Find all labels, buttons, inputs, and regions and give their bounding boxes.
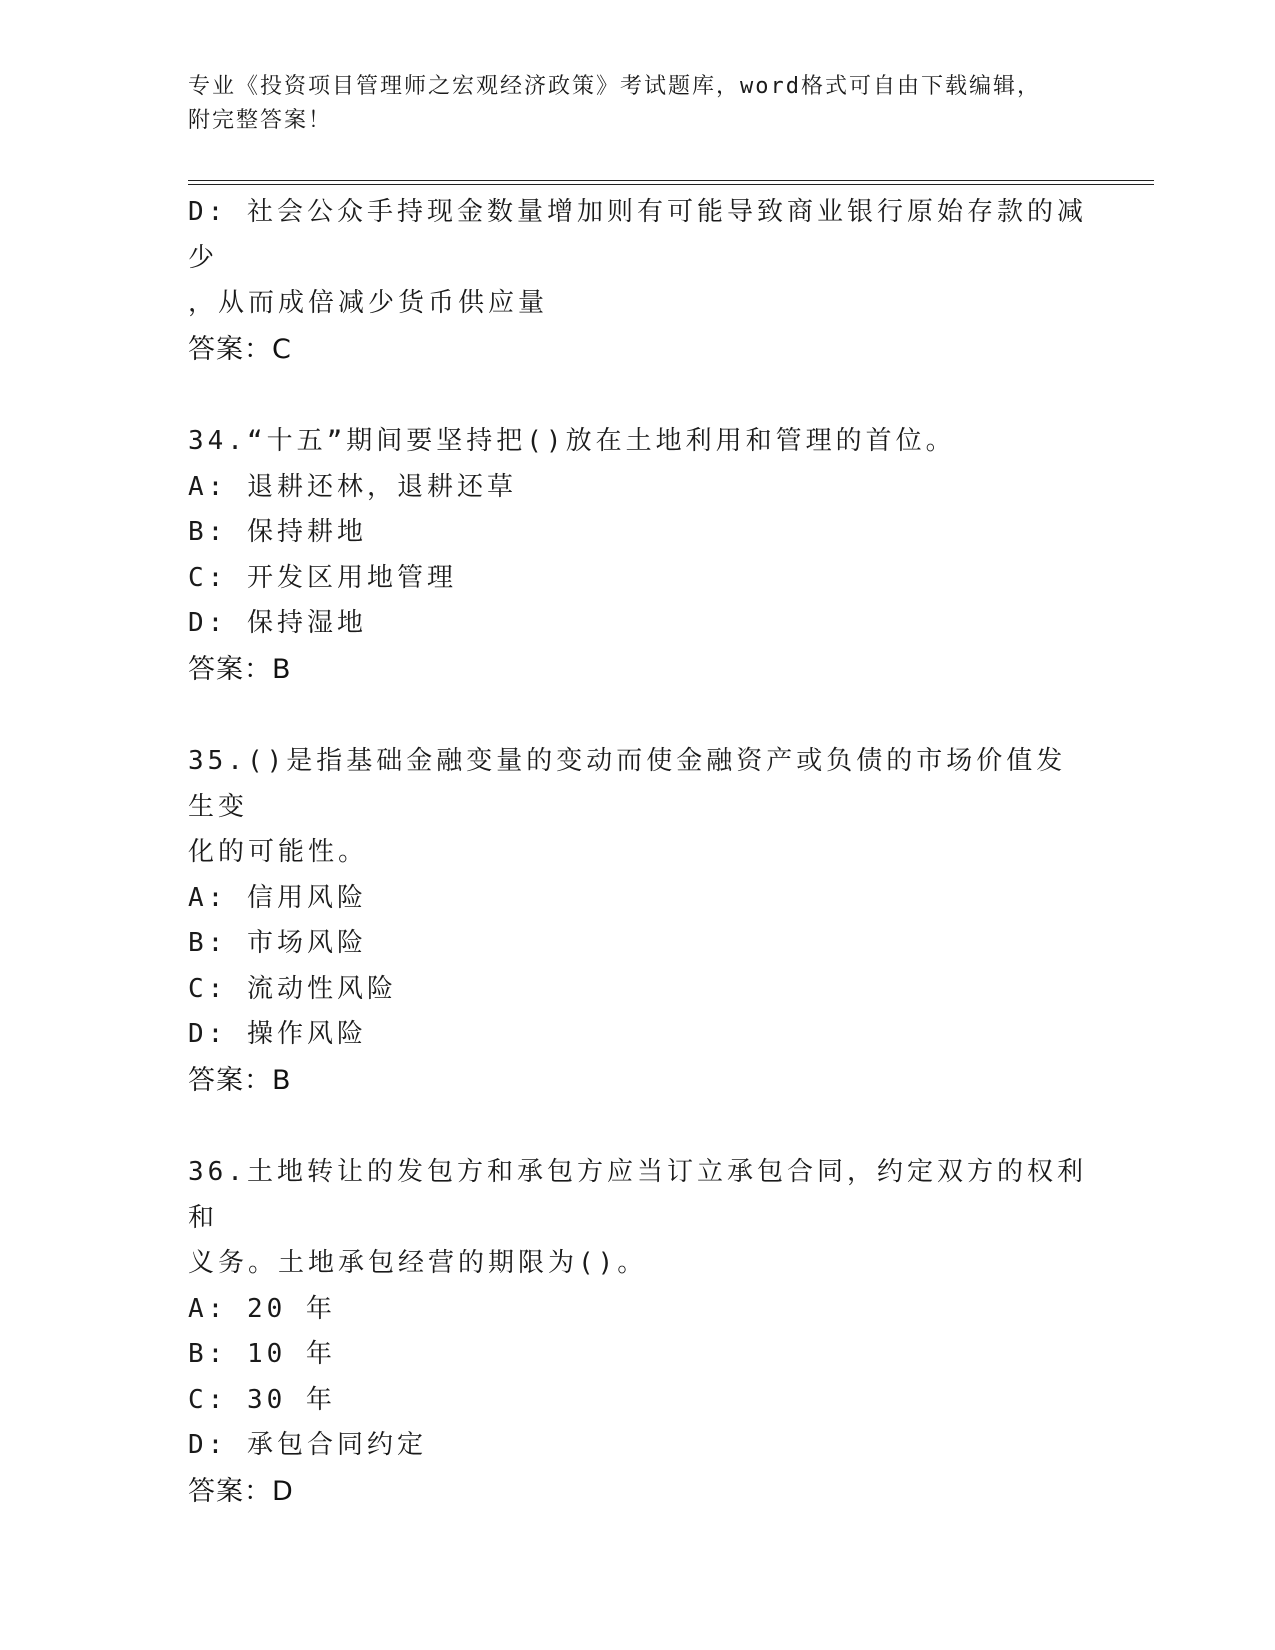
question-36 [188,1150,1088,1514]
question-stem: 35.()是指基础金融变量的变动而使金融资产或负债的市场价值发生变 [188,746,1067,822]
question-stem: 34.“十五”期间要坚持把()放在土地利用和管理的首位。 [188,426,956,456]
question-35 [188,739,1088,1103]
question-stem-continued: 化的可能性。 [188,837,369,867]
option-a: A: 信用风险 [188,882,367,913]
question-content [188,190,1088,1514]
spacer [188,372,1088,419]
header-line-2: 附完整答案！ [188,108,333,133]
question-stem-continued: 义务。土地承包经营的期限为()。 [188,1248,648,1278]
answer-line: 答案：C [188,333,292,365]
spacer [188,1103,1088,1150]
continued-question [188,190,1088,372]
spacer [188,692,1088,739]
answer-line: 答案：B [188,1064,292,1096]
option-d: D: 操作风险 [188,1019,367,1049]
option-c: C: 30 年 [188,1384,336,1415]
option-d: D: 承包合同约定 [188,1430,427,1460]
header-divider-top [188,180,1154,181]
option-d-line-1: D: 社会公众手持现金数量增加则有可能导致商业银行原始存款的减少 [188,197,1087,273]
question-stem: 36.土地转让的发包方和承包方应当订立承包合同，约定双方的权利和 [188,1157,1087,1233]
option-d: D: 保持湿地 [188,608,367,638]
option-c: C: 流动性风险 [188,973,397,1004]
answer-line: 答案：D [188,1475,294,1507]
header-line-1: 专业《投资项目管理师之宏观经济政策》考试题库，word格式可自由下载编辑， [188,74,1041,99]
option-d-line-2: ，从而成倍减少货币供应量 [188,288,549,318]
option-b: B: 10 年 [188,1339,336,1369]
option-c: C: 开发区用地管理 [188,562,457,593]
document-header [188,70,1088,138]
option-b: B: 保持耕地 [188,517,367,547]
header-divider-bottom [188,184,1154,185]
question-34 [188,419,1088,692]
option-b: B: 市场风险 [188,928,367,958]
answer-line: 答案：B [188,653,292,685]
option-a: A: 20 年 [188,1293,336,1324]
option-a: A: 退耕还林，退耕还草 [188,471,517,502]
